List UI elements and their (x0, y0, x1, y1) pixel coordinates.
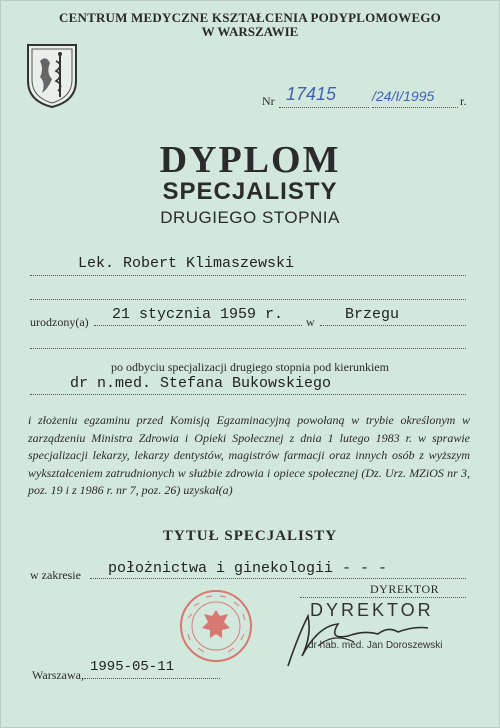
born-label: urodzony(a) (30, 315, 89, 329)
specialty-scope: położnictwa i ginekologii - - - (108, 560, 388, 577)
director-signature-icon (268, 596, 468, 676)
recipient-name: Lek. Robert Klimaszewski (78, 255, 295, 272)
specialist-title-heading: TYTUŁ SPECJALISTY (162, 528, 338, 544)
diploma-subtitle: SPECJALISTY (162, 178, 338, 205)
issue-date: 1995-05-11 (90, 659, 175, 675)
signer-name: dr hab. med. Jan Doroszewski (308, 640, 443, 651)
diploma-title: DYPLOM (159, 139, 341, 181)
number-label: Nr (262, 94, 275, 108)
institution-city: W WARSZAWIE (201, 24, 299, 39)
legal-paragraph: i złożeniu egzaminu przed Komisją Egzaminacyjną powołaną w trybie określonym w zarządzeniu Ministra Zdrowia i Opieki Społecznej z dnia 1 lutego 1983 r. w sprawie specjalizacji lekarzy, lekarzy dentystów, magistrów farmacji oraz innych osób z wyższym wykształceniem zatrudnionych w służbie zdrowia i opiece społecznej (Dz. Urz. MZiOS nr 3, poz. 19 i z 1986 r. nr 7, poz. 26) uzyskał(a) (28, 413, 470, 497)
supervisor-name: dr n.med. Stefana Bukowskiego (70, 375, 332, 392)
issue-city: Warszawa, (32, 668, 85, 682)
number-suffix: r. (460, 94, 467, 108)
diploma-number-rest: /24/I/1995 (372, 88, 435, 104)
director-title-stamp: DYREKTOR (310, 600, 434, 620)
birth-date: 21 stycznia 1959 r. (112, 306, 284, 323)
warsaw-crest-icon (26, 43, 78, 109)
institution-name: CENTRUM MEDYCZNE KSZTAŁCENIA PODYPLOMOWEGO (59, 10, 441, 25)
diploma-degree: DRUGIEGO STOPNIA (160, 208, 340, 227)
official-seal-icon (178, 588, 254, 664)
director-title-printed: DYREKTOR (370, 582, 440, 596)
scope-label: w zakresie (30, 568, 81, 582)
born-in-label: w (306, 315, 315, 329)
birth-place: Brzegu (345, 306, 400, 323)
diploma-number: 17415 (286, 84, 337, 104)
training-text: po odbyciu specjalizacji drugiego stopnia pod kierunkiem (111, 360, 389, 374)
